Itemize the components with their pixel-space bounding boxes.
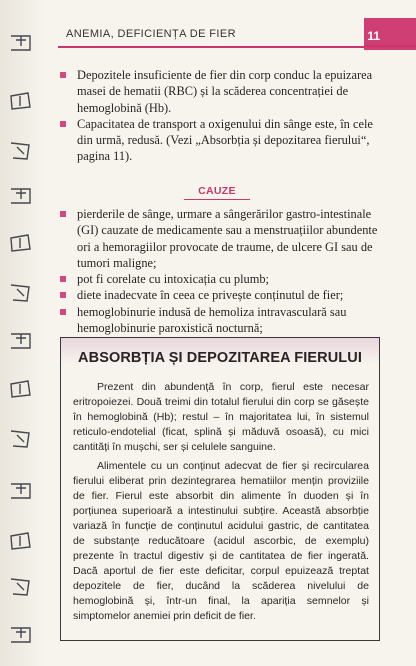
causes-list xyxy=(58,206,378,353)
list-item: hemoglobinurie indusă de hemoliza intravasculară sau hemoglobinurie paroxistică nocturnă; xyxy=(58,304,378,337)
causes-heading: CAUZE xyxy=(58,185,376,197)
bullet-square-icon xyxy=(60,309,66,315)
binding-ring-icon xyxy=(8,576,34,598)
box-body xyxy=(73,380,369,628)
bullet-square-icon xyxy=(60,211,66,217)
bullet-square-icon xyxy=(60,276,66,282)
binding-ring-icon xyxy=(8,32,34,54)
bullet-square-icon xyxy=(60,72,66,78)
binding-ring-icon xyxy=(8,530,34,552)
binding-ring-icon xyxy=(8,282,34,304)
page-number: 11 xyxy=(367,29,380,43)
box-title: ABSORBȚIA ȘI DEPOZITAREA FIERULUI xyxy=(78,350,362,366)
binding-ring-icon xyxy=(8,378,34,400)
list-item: pierderile de sânge, urmare a sângerărilor gastro-intestinale (GI) cauzate de medicamente sau a menstruațiilor abundente ori a hemoragiilor provocate de traume, de ulcere GI sau de tumori maligne; xyxy=(58,206,378,271)
list-item: diete inadecvate în ceea ce privește conținutul de fier; xyxy=(58,287,378,303)
box-paragraph: Prezent din abundență în corp, fierul este necesar eritropoiezei. Două treimi din totalul fierului din corp se găsește în hemoglobină (Hb); restul – în majoritatea lui, în sistemul reticulo-endotelial (ficat, splină și măduvă osoasă), cu mici cantități în mușchi, ser și celulele sanguine. xyxy=(73,381,369,453)
header-rule-end xyxy=(364,45,416,47)
top-bullet-list xyxy=(58,67,378,165)
binding-ring-icon xyxy=(8,624,34,646)
binding-ring-icon xyxy=(8,232,34,254)
running-title: ANEMIA, DEFICIENȚA DE FIER xyxy=(66,28,236,40)
list-item: pot fi corelate cu intoxicația cu plumb; xyxy=(58,271,378,287)
list-item: Capacitatea de transport a oxigenului din sânge este, în cele din urmă, redusă. (Vezi „Absorbția și depozitarea fierului“, pagina 11). xyxy=(58,116,378,165)
binding-ring-icon xyxy=(8,428,34,450)
binding-ring-icon xyxy=(8,330,34,352)
list-item: Depozitele insuficiente de fier din corp conduc la epuizarea masei de hematii (RBC) și la scăderea concentrației de hemoglobină (Hb). xyxy=(58,67,378,116)
binding-ring-icon xyxy=(8,185,34,207)
box-paragraph: Alimentele cu un conținut adecvat de fier și recircularea fierului eliberat prin dezintegrarea hematiilor mențin proviziile de fier. Fierul este absorbit din alimente în duoden și în porțiunea superioară a intestinului subțire. Această absorbție variază în funcție de conținutul acidului gastric, de cantitatea de substanțe reducătoare (acidul ascorbic, de exemplu) prezente în tractul digestiv și de cantitatea de fier ingerată. Dacă aportul de fier este deficitar, corpul epuizează treptat depozitele de fier, ducând la scăderea nivelului de hemoglobină și, într-un final, la apariția semnelor și simptomelor anemiei prin deficit de fier. xyxy=(73,460,369,622)
heading-underline xyxy=(184,199,250,200)
binding-ring-icon xyxy=(8,480,34,502)
binding-ring-icon xyxy=(8,90,34,112)
info-box xyxy=(60,337,380,641)
bullet-square-icon xyxy=(60,292,66,298)
binding-ring-icon xyxy=(8,140,34,162)
bullet-square-icon xyxy=(60,121,66,127)
